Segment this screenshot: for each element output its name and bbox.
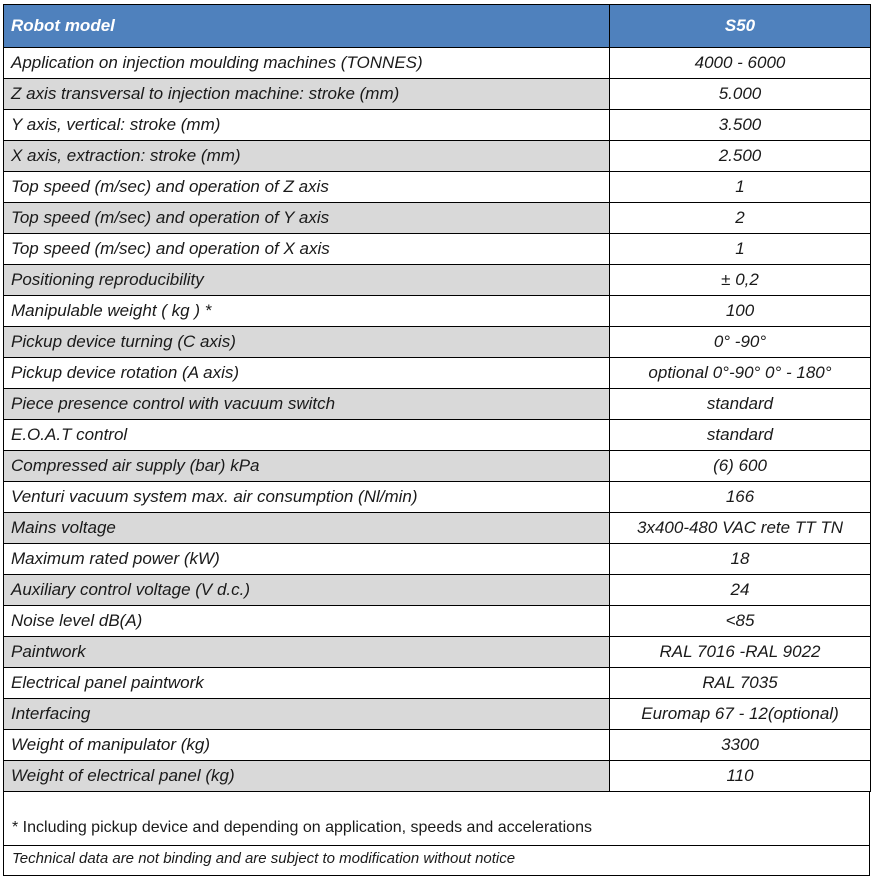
spec-label: Top speed (m/sec) and operation of Y axis [4,203,610,234]
spec-label: Manipulable weight ( kg ) * [4,296,610,327]
spec-label: Top speed (m/sec) and operation of Z axis [4,172,610,203]
spec-label: Application on injection moulding machines (TONNES) [4,48,610,79]
table-row [4,141,871,172]
spec-label: Venturi vacuum system max. air consumption (Nl/min) [4,482,610,513]
spec-label: Weight of manipulator (kg) [4,730,610,761]
spec-value: Euromap 67 - 12(optional) [610,699,871,730]
spec-value: 2.500 [610,141,871,172]
table-row [4,234,871,265]
header-label: Robot model [4,5,610,48]
spec-table [3,4,871,792]
spec-label: Pickup device turning (C axis) [4,327,610,358]
spec-value: 18 [610,544,871,575]
spec-label: E.O.A.T control [4,420,610,451]
table-row [4,544,871,575]
spec-label: Maximum rated power (kW) [4,544,610,575]
spec-value: 4000 - 6000 [610,48,871,79]
spec-value: 100 [610,296,871,327]
spec-value: standard [610,389,871,420]
spec-label: Z axis transversal to injection machine: stroke (mm) [4,79,610,110]
spec-value: 5.000 [610,79,871,110]
table-row [4,79,871,110]
spec-sheet [3,4,870,876]
spec-value: 3.500 [610,110,871,141]
spec-label: Pickup device rotation (A axis) [4,358,610,389]
spec-label: Positioning reproducibility [4,265,610,296]
spec-label: Noise level dB(A) [4,606,610,637]
table-row [4,110,871,141]
spec-label: Auxiliary control voltage (V d.c.) [4,575,610,606]
notes-section [3,792,870,876]
spec-value: <85 [610,606,871,637]
spec-label: Mains voltage [4,513,610,544]
table-row [4,327,871,358]
table-row [4,637,871,668]
footnote: * Including pickup device and depending on application, speeds and accelerations [4,792,869,846]
spec-value: 24 [610,575,871,606]
spec-value: 110 [610,761,871,792]
table-row [4,575,871,606]
table-row [4,730,871,761]
spec-label: Y axis, vertical: stroke (mm) [4,110,610,141]
spec-value: 166 [610,482,871,513]
spec-value: optional 0°-90° 0° - 180° [610,358,871,389]
table-row [4,420,871,451]
spec-value: ± 0,2 [610,265,871,296]
spec-value: 3300 [610,730,871,761]
table-row [4,172,871,203]
spec-label: Piece presence control with vacuum switch [4,389,610,420]
spec-label: Compressed air supply (bar) kPa [4,451,610,482]
spec-label: Top speed (m/sec) and operation of X axis [4,234,610,265]
spec-value: RAL 7016 -RAL 9022 [610,637,871,668]
header-model: S50 [610,5,871,48]
table-row [4,389,871,420]
spec-label: Interfacing [4,699,610,730]
spec-value: 0° -90° [610,327,871,358]
spec-value: 1 [610,172,871,203]
spec-value: RAL 7035 [610,668,871,699]
table-row [4,358,871,389]
spec-value: 3x400-480 VAC rete TT TN [610,513,871,544]
spec-body [4,48,871,792]
spec-value: standard [610,420,871,451]
spec-value: (6) 600 [610,451,871,482]
table-row [4,482,871,513]
spec-value: 2 [610,203,871,234]
disclaimer: Technical data are not binding and are subject to modification without notice [12,850,516,867]
header-row [4,5,871,48]
table-row [4,203,871,234]
table-row [4,668,871,699]
table-row [4,48,871,79]
table-row [4,761,871,792]
table-row [4,513,871,544]
table-row [4,265,871,296]
spec-value: 1 [610,234,871,265]
spec-label: Electrical panel paintwork [4,668,610,699]
table-row [4,296,871,327]
spec-label: X axis, extraction: stroke (mm) [4,141,610,172]
table-row [4,451,871,482]
spec-label: Paintwork [4,637,610,668]
table-row [4,606,871,637]
spec-label: Weight of electrical panel (kg) [4,761,610,792]
table-row [4,699,871,730]
